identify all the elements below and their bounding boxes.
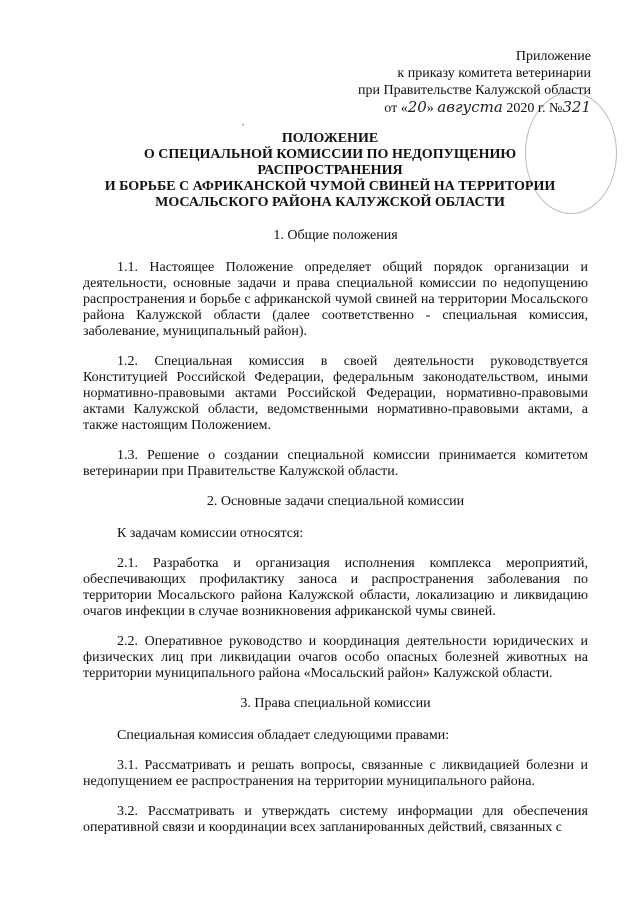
document-title bbox=[60, 131, 600, 211]
order-date-line bbox=[331, 99, 591, 117]
paragraph-2-2: 2.2. Оперативное руководство и координация деятельности юридических и физических лиц при ликвидации очагов особо опасных болезней животных на территории муниципального района «Мосальский район» Калужской области. bbox=[83, 634, 588, 681]
authority-reference: при Правительстве Калужской области bbox=[358, 83, 591, 98]
handwritten-day: 20 bbox=[407, 98, 427, 116]
date-mid: » bbox=[426, 101, 434, 116]
title-line-4: И БОРЬБЕ С АФРИКАНСКОЙ ЧУМОЙ СВИНЕЙ НА ТЕРРИТОРИИ bbox=[104, 179, 556, 194]
paragraph-3-2: 3.2. Рассматривать и утверждать систему информации для обеспечения оперативной связи и координации всех запланированных действий, связанных с bbox=[83, 804, 588, 835]
section-heading-3: 3. Права специальной комиссии bbox=[240, 696, 431, 711]
paragraph-3-1: 3.1. Рассматривать и решать вопросы, связанные с ликвидацией болезни и недопущением ее распространения на территории муниципального района. bbox=[83, 758, 588, 789]
title-line-1: ПОЛОЖЕНИЕ bbox=[281, 131, 379, 146]
paragraph-3-0: Специальная комиссия обладает следующими правами: bbox=[117, 728, 450, 743]
appendix-label: Приложение bbox=[515, 49, 591, 64]
date-prefix: от « bbox=[384, 101, 408, 116]
document-body bbox=[83, 228, 588, 850]
paragraph-2-1: 2.1. Разработка и организация исполнения комплекса мероприятий, обеспечивающих профилактику заноса и распространения заболевания по территории Мосальского района Калужской области, локализацию и ликвидацию очагов инфекции в случае возникновения африканской чумы свиней. bbox=[83, 556, 588, 619]
title-line-3: РАСПРОСТРАНЕНИЯ bbox=[257, 163, 403, 178]
paragraph-1-2: 1.2. Специальная комиссия в своей деятельности руководствуется Конституцией Российской Федерации, федеральным законодательством, иными нормативно-правовыми актами Российской Федерации, нормативно-правовыми актами Калужской области, ведомственными нормативно-правовыми актами, а также настоящим Положением. bbox=[83, 354, 588, 433]
handwritten-month: августа bbox=[437, 98, 503, 116]
section-heading-2: 2. Основные задачи специальной комиссии bbox=[206, 494, 465, 509]
paragraph-1-3: 1.3. Решение о создании специальной комиссии принимается комитетом ветеринарии при Правительстве Калужской области. bbox=[83, 448, 588, 479]
appendix-header bbox=[331, 48, 591, 117]
title-line-5: МОСАЛЬСКОГО РАЙОНА КАЛУЖСКОЙ ОБЛАСТИ bbox=[155, 195, 505, 210]
paragraph-1-1: 1.1. Настоящее Положение определяет общий порядок организации и деятельности, основные задачи и права специальной комиссии по недопущению распространения и борьбе с африканской чумой свиней на территории Мосальского района Калужской области (далее соответственно - специальная комиссия, заболевание, муниципальный район). bbox=[83, 260, 588, 339]
year-number-label: 2020 г. № bbox=[506, 101, 563, 116]
order-reference: к приказу комитета ветеринарии bbox=[397, 66, 591, 81]
handwritten-number: 321 bbox=[562, 98, 591, 116]
section-heading-1: 1. Общие положения bbox=[273, 228, 398, 243]
pen-mark: ˈ bbox=[241, 121, 245, 135]
title-line-2: О СПЕЦИАЛЬНОЙ КОМИССИИ ПО НЕДОПУЩЕНИЮ bbox=[143, 147, 517, 162]
paragraph-2-0: К задачам комиссии относятся: bbox=[117, 526, 304, 541]
